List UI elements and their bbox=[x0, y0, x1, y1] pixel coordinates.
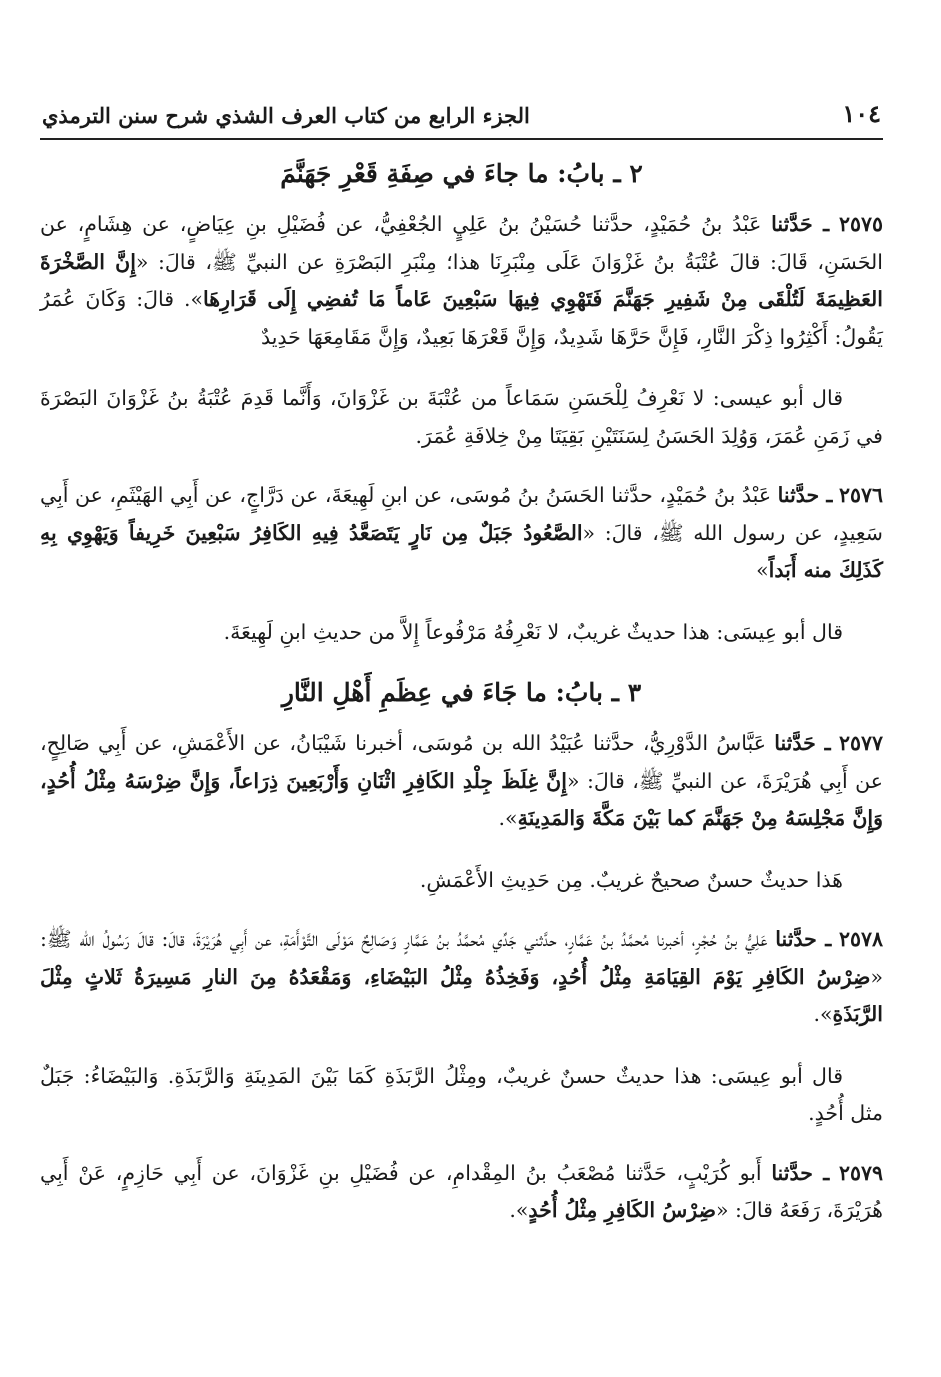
hadith-matn: ضِرْسُ الكَافِرِ يَوْمَ القِيَامَةِ مِثْلُ أُحُدٍ، وَفَخِذُهُ مِثْلُ البَيْضَاءِ، وَمَقْعَدُهُ مِنَ النارِ مَسِيرَةُ ثَلاثٍ مِثْلَ الرَّبَذَةِ bbox=[40, 964, 883, 1026]
hadith-number: ٢٥٧٨ bbox=[838, 927, 883, 951]
hadith-2575 bbox=[40, 206, 883, 356]
page-number: ١٠٤ bbox=[842, 99, 881, 128]
section-title: ٢ ـ بابُ: ما جاءَ في صِفَةِ قَعْرِ جَهَنَّمَ bbox=[280, 159, 643, 188]
hadith-lead: ـ حدَّثنا bbox=[777, 483, 833, 507]
commentary: قال أبو عيسى: لا نَعْرِفُ لِلْحَسَنِ سَمَاعاً من عُتْبَةَ بن غَزْوَانَ، وَأَنَّما قَدِمَ عُتْبَةُ بنُ غَزْوَانَ البَصْرَةَ في زَمَنِ عُمَرَ، وَوُلِدَ الحَسَنُ لِسَنَتَيْنِ بَقِيَتَا مِنْ خِلافَةِ عُمَرَ. bbox=[40, 386, 883, 448]
hadith-2577 bbox=[40, 725, 883, 838]
hadith-isnad: أَبو كُرَيْبٍ، حَدَّثنا مُصْعَبُ بنُ المِقْدامِ، عن فُضَيْلِ بنِ غَزْوَانَ، عن أَبِي حَازِمٍ، عَنْ أَبِي هُرَيْرَةَ، رَفَعَهُ قالَ: « bbox=[40, 1160, 883, 1222]
hadith-2578 bbox=[40, 921, 883, 1034]
commentary: قال أبو عِيسَى: هذا حديثٌ حسنٌ غريبٌ، ومِثْلُ الرَّبَذَةِ كَمَا بَيْنَ المَدِينَةِ وَالرَّبَذَةِ. وَالبَيْضَاءُ: جَبَلٌ مثل أُحُدٍ. bbox=[40, 1063, 883, 1125]
hadith-number: ٢٥٧٥ bbox=[838, 212, 883, 236]
hadith-tail: » bbox=[756, 558, 769, 582]
hadith-tail: ». bbox=[813, 1002, 833, 1026]
hadith-tail: ». bbox=[509, 1198, 529, 1222]
hadith-lead: ـ حدَّثنا bbox=[775, 927, 832, 951]
hadith-lead: ـ حَدَّثنا bbox=[774, 731, 831, 755]
hadith-2579 bbox=[40, 1155, 883, 1230]
commentary: هَذا حديثٌ حسنٌ صحيحٌ غريبٌ. مِن حَدِيثِ الأَعْمَشِ. bbox=[419, 867, 843, 892]
hadith-matn: الصَّعُودُ جَبَلٌ مِن نَارٍ يَتَصَعَّدُ فِيهِ الكَافِرُ سَبْعِينَ خَرِيفاً وَيَهْوِي بِهِ كَذَلِكَ منه أَبَداً bbox=[40, 520, 883, 582]
hadith-isnad: عَبَّاسُ الدَّوْرِيُّ، حدَّثنا عُبَيْدُ الله بن مُوسَى، أخبرنا شَيْبَانُ، عن الأَعْمَشِ، عن أَبِي صَالِحٍ، عن أَبِي هُرَيْرَةَ، عن النبيِّ ﷺ، قالَ: « bbox=[40, 731, 883, 793]
hadith-matn: إِنَّ الصَّخْرَةَ العَظِيمَةَ لَتُلْقَى مِنْ شَفِيرِ جَهَنَّمَ فَتَهْوِي فِيهَا سَبْعِينَ عَاماً مَا تُفضِي إِلَى قَرَارِهَا bbox=[40, 249, 883, 311]
commentary: قال أبو عِيسَى: هذا حديثٌ غريبٌ، لا نَعْرِفُهُ مَرْفُوعاً إِلاَّ من حديثِ ابنِ لَهِيعَةَ. bbox=[223, 619, 843, 644]
hadith-number: ٢٥٧٧ bbox=[838, 731, 883, 755]
hadith-isnad: عَبْدُ بنُ حُمَيْدٍ، حدَّثنا حُسَيْنُ بنُ عَلِيٍ الجُعْفِيُّ، عن فُضَيْلِ بنِ عِيَاضٍ، عن هِشَامٍ، عن الحَسَنِ، قَالَ: قالَ عُتْبَةُ بنُ غَزْوَانَ عَلَى مِنْبَرِنَا هذا؛ مِنْبَرِ البَصْرَةِ عن النبيِّ ﷺ، قالَ: « bbox=[40, 212, 884, 274]
hadith-tail: ». bbox=[498, 806, 518, 830]
hadith-lead: ـ حدَّثنا bbox=[771, 1160, 830, 1185]
page-header bbox=[40, 86, 883, 140]
section-title: ٣ ـ بابُ: ما جَاءَ في عِظَمِ أَهْلِ النَّارِ bbox=[281, 678, 642, 707]
hadith-2576 bbox=[40, 477, 883, 590]
hadith-lead: ـ حَدَّثنا bbox=[771, 212, 830, 236]
hadith-tail: ». قالَ: وَكَانَ عُمَرُ يَقُولُ: أَكْثِرُوا ذِكْرَ النَّارِ، فَإِنَّ حَرَّهَا شَدِيدٌ، وَإِنَّ قَعْرَهَا بَعِيدٌ، وَإِنَّ مَقَامِعَهَا حَدِيدٌ bbox=[40, 287, 883, 349]
hadith-number: ٢٥٧٦ bbox=[838, 483, 883, 507]
hadith-matn: ضِرْسُ الكَافِرِ مِثْلُ أُحُدٍ bbox=[528, 1198, 716, 1222]
hadith-number: ٢٥٧٩ bbox=[838, 1160, 883, 1185]
hadith-isnad: عَلِيُّ بنُ حُجْرٍ، أخبرنا مُحمَّدُ بنُ عَمَّارٍ، حدَّثني جَدِّي مُحمَّدُ بنُ عَمَّارٍ وَصَالِحٌ مَوْلَى التَّوْأَمَةِ، عن أَبِي هُرَيْرَةَ، قالَ: قالَ رَسُولُ الله ﷺ: « bbox=[40, 927, 883, 989]
hadith-matn: إِنَّ غِلَظَ جِلْدِ الكَافِرِ اثْنَانِ وَأَرْبَعِينَ ذِرَاعاً، وَإِنَّ ضِرْسَهُ مِثْلُ أُحُدٍ، وَإِنَّ مَجْلِسَهُ مِنْ جَهَنَّمَ كما بَيْنَ مَكَّةَ وَالمَدِينَةِ bbox=[40, 768, 883, 830]
hadith-isnad: عَبْدُ بنُ حُمَيْدٍ، حدَّثنا الحَسَنُ بنُ مُوسَى، عن ابنِ لَهِيعَةَ، عن دَرَّاجٍ، عن أَبِي الهَيْثَمِ، عن أَبِي سَعِيدٍ، عن رسول الله ﷺ، قالَ: « bbox=[40, 483, 883, 545]
running-title: الجزء الرابع من كتاب العرف الشذي شرح سنن الترمذي bbox=[42, 103, 530, 128]
